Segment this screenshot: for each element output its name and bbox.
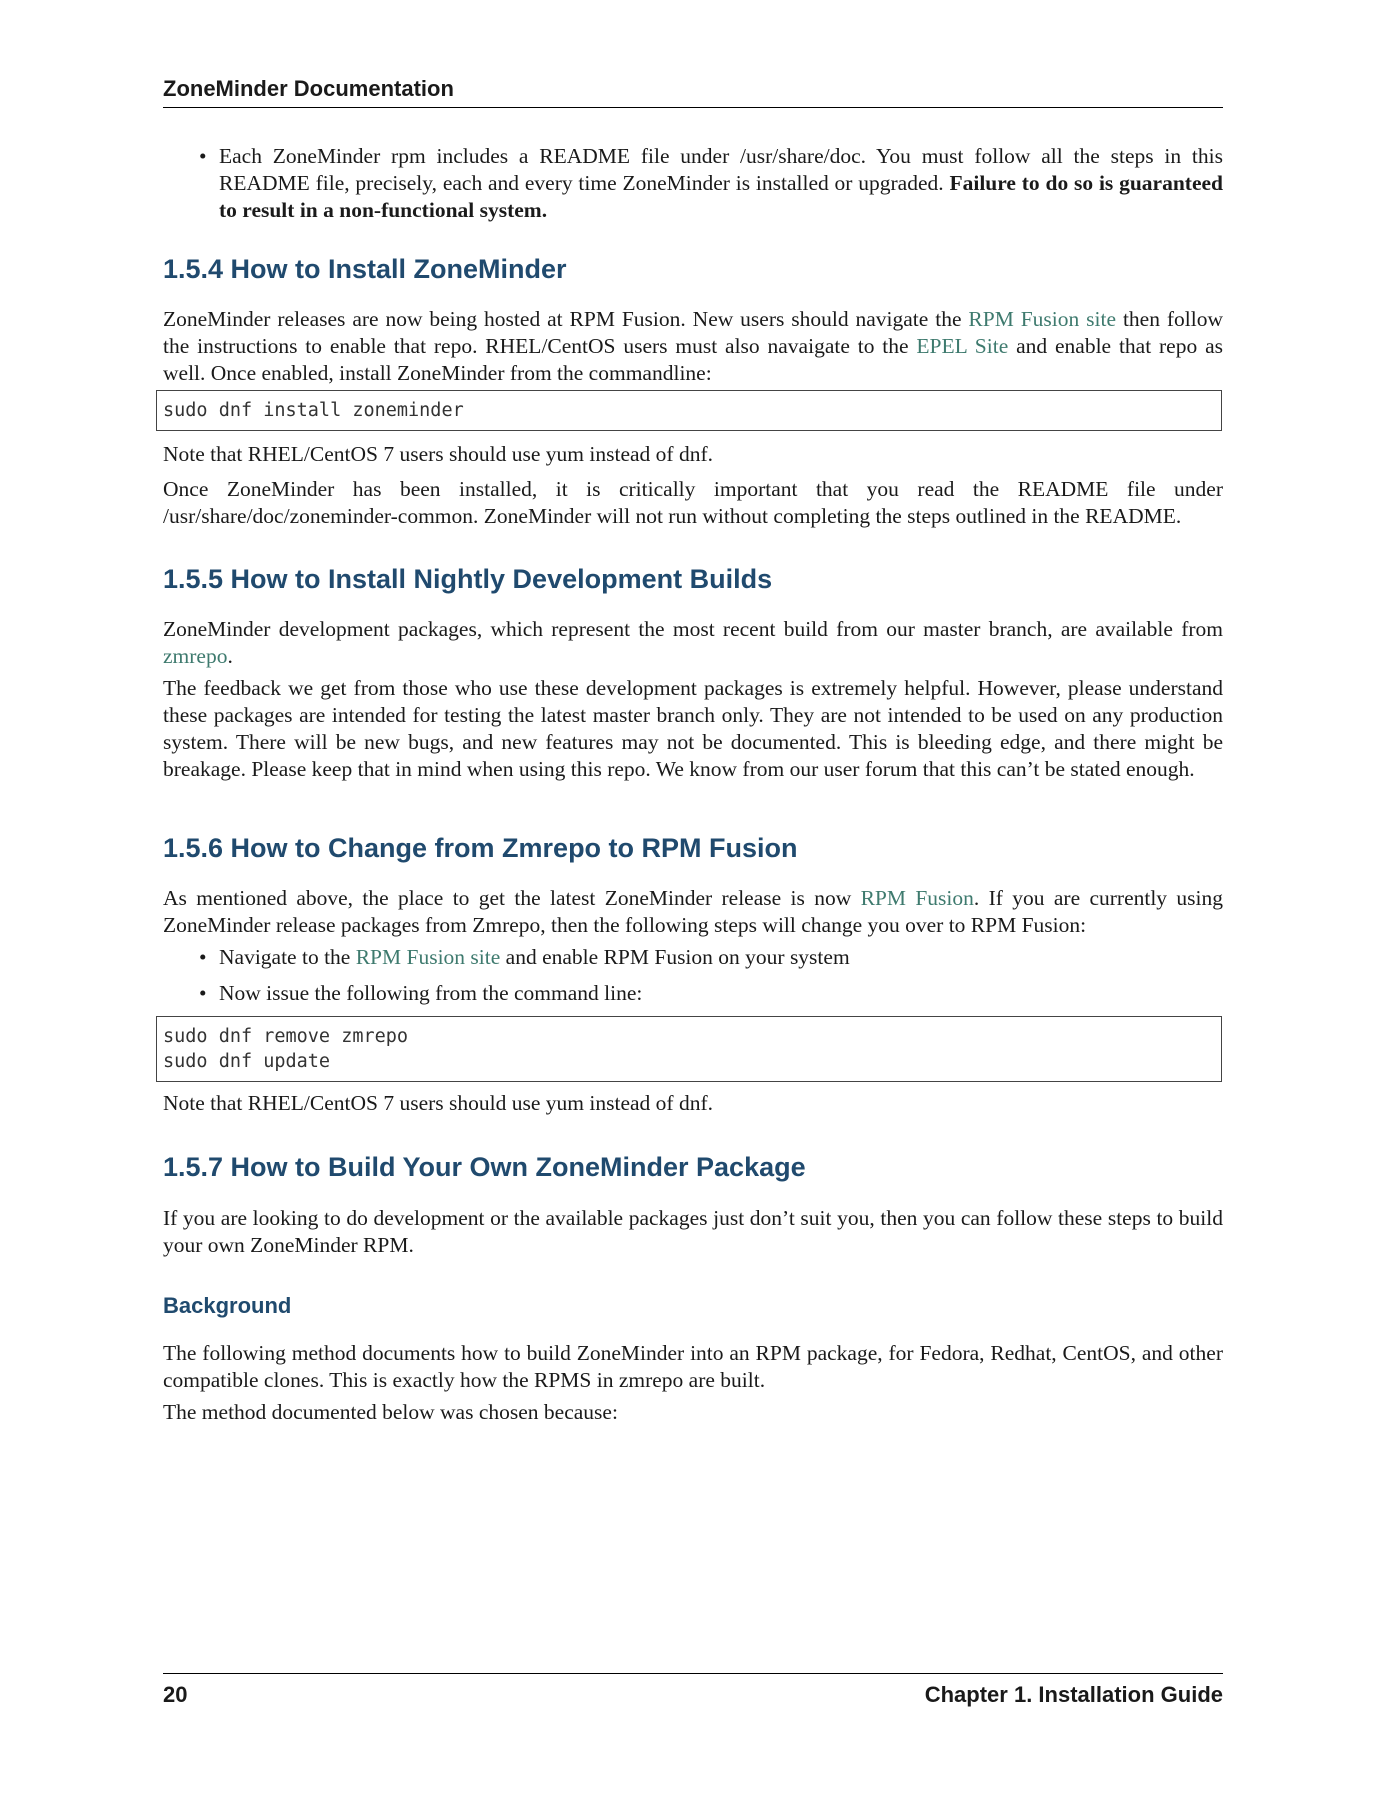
paragraph: The method documented below was chosen because:	[163, 1400, 618, 1424]
subsection-heading-background: Background	[163, 1293, 292, 1318]
paragraph: The feedback we get from those who use these development packages is extremely helpful. However, please understand these packages are intended for testing the latest master branch only. They are not intended to be used on any production system. There will be new bugs, and new features may not be documented. This is bleeding edge, and there might be breakage. Please keep that in mind when using this repo. We know from our user forum that this can’t be stated enough.	[163, 676, 1223, 781]
list-item: • Navigate to the RPM Fusion site and enable RPM Fusion on your system	[199, 945, 850, 969]
note-paragraph: Note that RHEL/CentOS 7 users should use yum instead of dnf.	[163, 442, 713, 466]
section-heading-1-5-6: 1.5.6 How to Change from Zmrepo to RPM Fusion	[163, 833, 798, 863]
note-paragraph: Note that RHEL/CentOS 7 users should use yum instead of dnf.	[163, 1091, 713, 1115]
bullet-icon: •	[199, 945, 207, 969]
paragraph: If you are looking to do development or the available packages just don’t suit you, then you can follow these steps to build your own ZoneMinder RPM.	[163, 1206, 1223, 1257]
epel-site-link[interactable]: EPEL Site	[916, 334, 1009, 358]
paragraph: ZoneMinder releases are now being hosted at RPM Fusion. New users should navigate the RPM Fusion site then follow the instructions to enable that repo. RHEL/CentOS users must also navaigate to the EPEL Site and enable that repo as well. Once enabled, install ZoneMinder from the commandline:	[163, 307, 1224, 385]
bullet-icon: •	[199, 144, 207, 168]
page-number: 20	[163, 1682, 188, 1707]
rpm-fusion-link[interactable]: RPM Fusion	[860, 886, 974, 910]
section-heading-1-5-7: 1.5.7 How to Build Your Own ZoneMinder Package	[163, 1152, 806, 1182]
section-heading-1-5-5: 1.5.5 How to Install Nightly Development Builds	[163, 564, 773, 594]
rpm-fusion-site-link[interactable]: RPM Fusion site	[355, 945, 501, 969]
code-block: sudo dnf remove zmrepo sudo dnf update	[156, 1016, 1222, 1082]
running-header: ZoneMinder Documentation	[163, 76, 1223, 108]
code-block: sudo dnf install zoneminder	[156, 390, 1222, 431]
paragraph: Once ZoneMinder has been installed, it is critically important that you read the README file under /usr/share/doc/zoneminder-common. ZoneMinder will not run without completing the steps outlined in the README.	[163, 477, 1223, 528]
paragraph: As mentioned above, the place to get the latest ZoneMinder release is now RPM Fusion. If you are currently using ZoneMinder release packages from Zmrepo, then the following steps will change you over to RPM Fusion:	[163, 886, 1223, 937]
rpm-fusion-site-link[interactable]: RPM Fusion site	[968, 307, 1117, 331]
bullet-icon: •	[199, 981, 207, 1005]
list-item: • Each ZoneMinder rpm includes a README file under /usr/share/doc. You must follow all the steps in this README file, precisely, each and every time ZoneMinder is installed or upgraded. Failure to do so is guaranteed to result in a non-functional system.	[199, 144, 1224, 222]
paragraph: ZoneMinder development packages, which represent the most recent build from our master branch, are available from zmrepo.	[163, 617, 1223, 668]
chapter-title: Chapter 1. Installation Guide	[924, 1682, 1223, 1707]
list-item: • Now issue the following from the command line:	[199, 981, 643, 1005]
intro-bullet-list	[163, 143, 1223, 224]
page-footer	[163, 1673, 1223, 1708]
steps-bullet-list	[163, 944, 1223, 1007]
zmrepo-link[interactable]: zmrepo	[163, 644, 228, 668]
paragraph: The following method documents how to build ZoneMinder into an RPM package, for Fedora, Redhat, CentOS, and other compatible clones. This is exactly how the RPMS in zmrepo are built.	[163, 1341, 1223, 1392]
section-heading-1-5-4: 1.5.4 How to Install ZoneMinder	[163, 254, 567, 284]
